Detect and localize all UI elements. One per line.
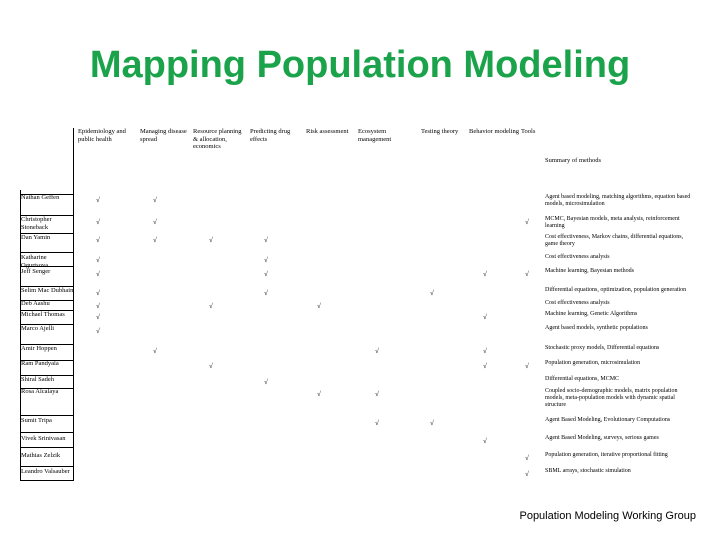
check-mark: √ [153,196,157,204]
check-mark: √ [96,302,100,310]
row-name: Vivek Srinivasan [21,435,66,442]
row-name: Michael Thomas [21,311,65,318]
row-name: Ram Pandyala [21,360,59,367]
check-mark: √ [264,378,268,386]
check-mark: √ [96,289,100,297]
page-title: Mapping Population Modeling [89,44,631,86]
row-summary: Agent Based Modeling, Evolutionary Computations [545,417,671,423]
check-mark: √ [525,470,529,478]
row-name: Amir Hoppen [21,345,57,352]
row-summary: Population generation, microsimulation [545,360,641,366]
row-name: Sumit Tripa [21,417,52,424]
check-mark: √ [375,390,379,398]
row-rule [20,466,74,467]
row-name: Mathias Zelzik [21,452,61,459]
row-name: Katharine Ogurtsova [21,254,49,269]
check-mark: √ [209,302,213,310]
row-name: Dan Yamin [21,234,51,241]
column-header: Predicting drug effects [250,128,291,143]
column-header: Ecosystem management [358,128,392,143]
check-mark: √ [525,454,529,462]
row-summary: Population generation, iterative proportional fitting [545,452,668,458]
check-mark: √ [153,347,157,355]
column-header: Managing disease spread [140,128,187,143]
check-mark: √ [153,218,157,226]
check-mark: √ [264,236,268,244]
check-mark: √ [525,362,529,370]
column-header: Behavior modeling [469,128,520,135]
row-summary: Machine learning, Bayesian methods [545,268,634,274]
check-mark: √ [317,390,321,398]
check-mark: √ [264,289,268,297]
row-rule [20,432,74,433]
check-mark: √ [96,196,100,204]
row-summary: Cost effectiveness analysis [545,254,610,260]
check-mark: √ [317,302,321,310]
row-name: Selim Mac Dubhain [21,287,74,294]
summary-header: Summary of methods [545,157,601,164]
row-name: Marco Ajelli [21,325,55,332]
check-mark: √ [209,236,213,244]
check-mark: √ [96,313,100,321]
check-mark: √ [96,327,100,335]
check-mark: √ [375,347,379,355]
check-mark: √ [483,270,487,278]
row-summary: Stochastic proxy models, Differential equations [545,345,660,351]
column-header: Tools [521,128,536,135]
row-summary: Agent based modeling, matching algorithms, equation based models, microsimulation [545,194,691,207]
check-mark: √ [525,270,529,278]
check-mark: √ [96,270,100,278]
row-summary: Coupled socio-demographic models, matrix population models, meta-population models with dynamic spatial structure [545,388,678,408]
row-summary: Cost effectiveness, Markov chains, differential equations, game theory [545,234,684,247]
row-summary: MCMC, Bayesian models, meta analysis, reinforcement learning [545,216,680,229]
row-summary: SBML arrays, stochastic simulation [545,468,631,474]
row-rule [20,447,74,448]
row-summary: Machine learning, Genetic Algorithms [545,311,638,317]
row-name: Rosa Alcalaya [21,388,59,395]
check-mark: √ [483,437,487,445]
check-mark: √ [153,236,157,244]
check-mark: √ [525,218,529,226]
row-name: Deb Aashu [21,300,50,307]
check-mark: √ [483,347,487,355]
row-name: Leandro Valsauber [21,468,70,475]
check-mark: √ [264,270,268,278]
row-rule [20,252,74,253]
column-header: Testing theory [421,128,459,135]
check-mark: √ [264,256,268,264]
row-name: Jeff Senger [21,268,51,275]
column-header: Resource planning & allocation, economics [193,128,242,150]
row-rule [20,480,74,481]
row-summary: Differential equations, optimization, population generation [545,287,687,293]
check-mark: √ [430,289,434,297]
row-name: Nathan Geffen [21,194,60,201]
check-mark: √ [96,218,100,226]
check-mark: √ [96,236,100,244]
row-name: Shiral Sadeh [21,376,55,383]
row-summary: Agent based models, synthetic populations [545,325,648,331]
check-mark: √ [430,419,434,427]
row-rule [20,415,74,416]
row-name: Christopher Stoneback [21,216,52,231]
check-mark: √ [209,362,213,370]
check-mark: √ [375,419,379,427]
row-summary: Differential equations, MCMC [545,376,620,382]
check-mark: √ [483,313,487,321]
row-summary: Agent Based Modeling, surveys, serious games [545,435,659,441]
footer-caption: Population Modeling Working Group [519,510,696,522]
column-header: Epidemiology and public health [78,128,126,143]
check-mark: √ [483,362,487,370]
row-summary: Cost effectiveness analysis [545,300,610,306]
column-header: Risk assessment [306,128,349,135]
check-mark: √ [96,256,100,264]
